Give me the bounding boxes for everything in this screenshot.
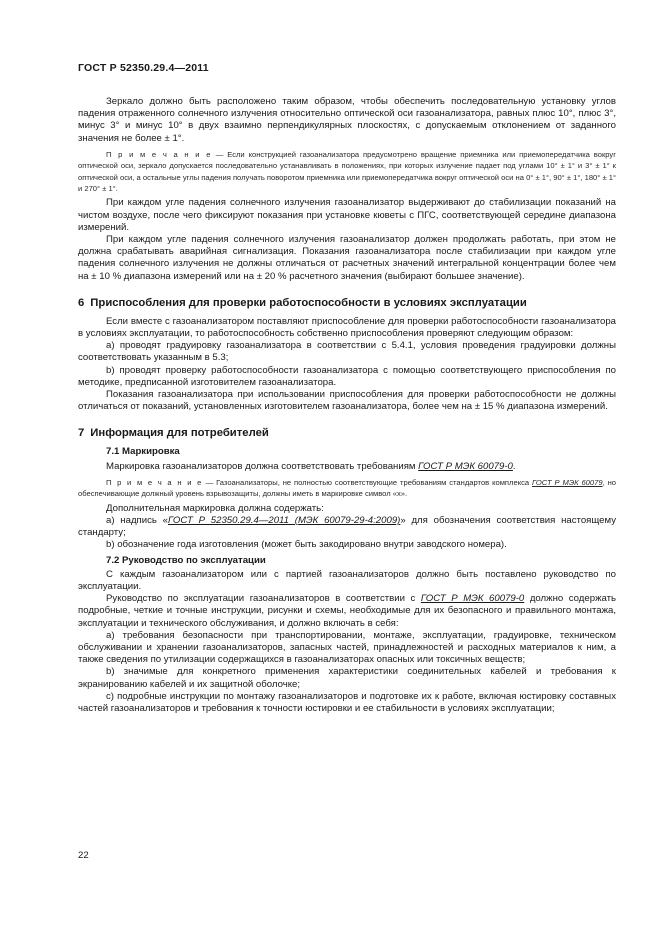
item-a-text: a) надпись «: [106, 514, 168, 526]
standard-link[interactable]: ГОСТ Р МЭК 60079-0: [420, 593, 525, 605]
manual-item-c: c) подробные инструкции по монтажу газоанализаторов и подготовке их к работе, включая юстировку составных частей газоанализаторов и требования к точности юстировки и ее стабильности в условиях эксплуатации;: [78, 690, 616, 714]
section-7-title: Информация для потребителей: [90, 427, 269, 440]
item-a-text-end: » для обозначения соответствия настоящему стандарту;: [78, 514, 616, 539]
paragraph-stabilization: При каждом угле падения солнечного излучения газоанализатор выдерживают до стабилизации показаний на чистом воздухе, после чего фиксируют показания при установке кюветы с ПГС, соответствующей середине диапазона измерений.: [78, 197, 616, 233]
note-rotation: [78, 149, 616, 195]
marking-item-b: b) обозначение года изготовления (может быть закодировано внутри заводского номера).: [106, 539, 507, 551]
section-6-item-a: a) проводят градуировку газоанализатора в соответствии с 5.4.1, условия проведения градуировки должны соответствовать указанным в 5.3;: [78, 340, 616, 364]
manual-item-b: b) значимые для конкретного применения характеристики соединительных кабелей и требования к экранированию кабелей и их защитной оболочке;: [78, 666, 616, 690]
subsection-7-2-title: 7.2 Руководство по эксплуатации: [106, 554, 266, 566]
note-text: — Если конструкцией газоанализатора предусмотрено вращение приемника или приемопередатчика вокруг оптической оси, зеркало допускается последовательно устанавливать в положениях, при которых излучение падает под углами 10° ± 1° и 3° ± 1° к оптической оси, а остальные углы падения получать поворотом приемника или приемопередатчика вокруг оптической оси на 0° ± 1°, 90° ± 1°, 180° ± 1° и 270° ± 1°.: [78, 149, 616, 194]
paragraph-requirements: При каждом угле падения солнечного излучения газоанализатор должен продолжать работать, при этом не должна срабатывать аварийная сигнализация. Показания газоанализатора после стабилизации при каждом угле падения солнечного излучения не должны отличаться от расчетных значений интегральной концентрации более чем на ± 10 % диапазона измерений или на ± 20 % расчетного значения (выбирают большее значение).: [78, 234, 616, 282]
standard-link[interactable]: ГОСТ Р 52350.29.4—2011 (МЭК 60079-29-4:2009): [168, 514, 401, 526]
manual-item-a: a) требования безопасности при транспортировании, монтаже, эксплуатации, градуировке, техническом обслуживании и хранении газоанализаторов, запасных частей, принадлежностей и расходных материалов к ним, а также сведения по утилизации содержащихся в газоанализаторах опасных или токсичных веществ;: [78, 629, 616, 666]
manual-text: Руководство по эксплуатации газоанализаторов в соответствии с: [106, 593, 421, 605]
manual-paragraph-1: С каждым газоанализатором или с партией газоанализаторов должно быть поставлено руководство по эксплуатации.: [78, 568, 616, 592]
standard-link[interactable]: ГОСТ Р МЭК 60079: [532, 477, 603, 487]
note-text: — Газоанализаторы, не полностью соответствующие требованиям стандартов комплекса: [202, 477, 533, 487]
section-6-intro: Если вместе с газоанализатором поставляют приспособление для проверки работоспособности газоанализатора в условиях эксплуатации, то работоспособность собственно приспособления проверяют следующим образом:: [78, 315, 616, 340]
section-6-heading: [78, 296, 616, 310]
paragraph-mirror: Зеркало должно быть расположено таким образом, чтобы обеспечить последовательную установку углов падения отраженного солнечного излучения относительно оптической оси газоанализатора, равных плюс 10°, плюс 3°, минус 3° и минус 10° в двух взаимно перпендикулярных плоскостях, с допускаемым отклонением от заданного значения не более ± 1°.: [78, 96, 616, 144]
marking-text-end: .: [512, 460, 516, 472]
manual-paragraph-2: [78, 593, 616, 630]
additional-marking: Дополнительная маркировка должна содержать:: [106, 502, 324, 514]
section-6-number: 6: [78, 296, 85, 309]
section-7-number: 7: [78, 427, 85, 440]
note-label: П р и м е ч а н и е: [106, 477, 203, 487]
note-text-end: , но обеспечивающие должный уровень взрывозащиты, должны иметь в маркировке символ «х».: [78, 477, 616, 499]
section-6-title: Приспособления для проверки работоспособности в условиях эксплуатации: [90, 296, 527, 309]
document-page: [78, 62, 616, 715]
section-6-conclusion: Показания газоанализатора при использовании приспособления для проверки работоспособности не должны отличаться от показаний, установленных изготовителем газоанализатора, более чем на ± 15 % диапазона измерений.: [78, 389, 616, 413]
page-number: 22: [78, 850, 89, 861]
manual-text-end: должно содержать подробные, четкие и точные инструкции, рисунки и схемы, необходимые для их безопасного и правильного монтажа, эксплуатации и технического обслуживания, и должно включать в себя:: [78, 593, 616, 629]
marking-item-a: [78, 515, 616, 539]
note-marking: [78, 477, 616, 500]
standard-link[interactable]: ГОСТ Р МЭК 60079-0: [418, 460, 513, 472]
marking-paragraph: [78, 461, 616, 473]
section-7-heading: [78, 426, 616, 440]
section-6-item-b: b) проводят проверку работоспособности газоанализатора с помощью соответствующего приспособления по методике, предписанной изготовителем газоанализатора.: [78, 364, 616, 388]
subsection-7-1-title: 7.1 Маркировка: [106, 446, 180, 458]
document-header: ГОСТ Р 52350.29.4—2011: [78, 62, 209, 74]
marking-text: Маркировка газоанализаторов должна соответствовать требованиям: [106, 460, 419, 472]
note-label: П р и м е ч а н и е: [106, 149, 212, 159]
